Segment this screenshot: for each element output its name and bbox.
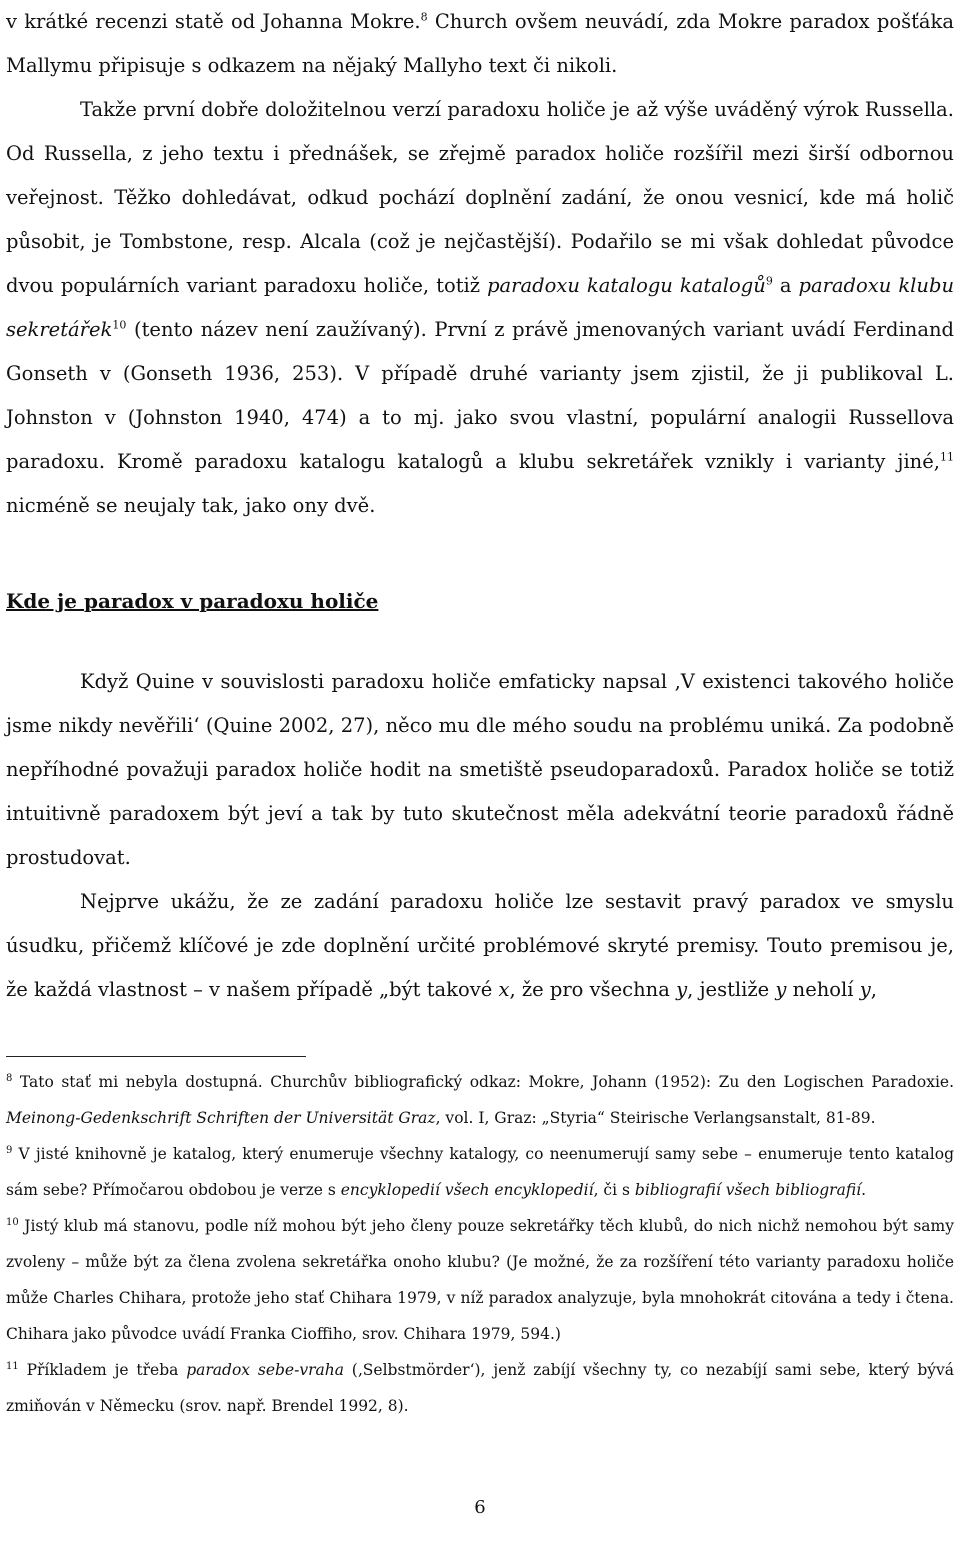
variable: y: [859, 978, 871, 1001]
text: (tento název není zaužívaný). První z právě jmenovaných variant uvádí Ferdinand Gonseth v (Gonseth 1936, 253). V případě druhé varianty jsem zjistil, že ji publikoval L. Johnston v (Johnston 1940, 474) a to mj. jako svou vlastní, populární analogii Russellova paradoxu. Kromě paradoxu katalogu katalogů a klubu sekretářek vznikly i varianty jiné,: [6, 318, 954, 473]
text: nicméně se neujaly tak, jako ony dvě.: [6, 494, 376, 517]
text: a: [772, 274, 799, 297]
italic-term: paradoxu klubu sekretářek: [6, 274, 955, 341]
footnote-ref-9[interactable]: 9: [765, 274, 773, 288]
italic-term: encyklopedií všech encyklopedií: [340, 1181, 594, 1199]
section-body: [6, 660, 954, 1012]
text: Takže první dobře doložitelnou verzí paradoxu holiče je až výše uváděný výrok Russella. Od Russella, z jeho textu i přednášek, se zřejmě paradox holiče rozšířil mezi širší odbornou veřejnost. Těžko dohledávat, odkud pochází doplnění zadání, že onou vesnicí, kde má holič působit, je Tombstone, resp. Alcala (což je nejčastější). Podařilo se mi však dohledat původce dvou populárních variant paradoxu holiče, totiž: [6, 98, 954, 297]
text: , vol. I, Graz: „Styria“ Steirische Verlangsanstalt, 81-89.: [435, 1109, 876, 1127]
footnote-number: 8: [6, 1072, 13, 1084]
text: neholí: [786, 978, 860, 1001]
footnote-ref-8[interactable]: 8: [420, 10, 428, 24]
text: Church ovšem neuvádí, zda Mokre paradox pošťáka Mallymu připisuje s odkazem na nějaký Mallyho text či nikoli.: [6, 10, 954, 77]
variable: y: [676, 978, 688, 1001]
footnote-11: [6, 1352, 954, 1424]
text: .: [861, 1181, 867, 1199]
italic-term: paradox sebe-vraha: [186, 1361, 344, 1379]
footnote-number: 10: [6, 1216, 19, 1228]
paragraph-4: [6, 880, 954, 1012]
text: ,: [870, 978, 877, 1001]
footnote-number: 9: [6, 1144, 13, 1156]
variable: y: [775, 978, 787, 1001]
page-content: [6, 0, 954, 1012]
paragraph-1: [6, 0, 954, 88]
paragraph-3: Když Quine v souvislosti paradoxu holiče emfaticky napsal ‚V existenci takového holiče jsme nikdy nevěřili‘ (Quine 2002, 27), něco mu dle mého soudu na problému uniká. Za podobně nepříhodné považuji paradox holiče hodit na smetiště pseudoparadoxů. Paradox holiče se totiž intuitivně paradoxem být jeví a tak by tuto skutečnost měla adekvátní teorie paradoxů řádně prostudovat.: [6, 670, 954, 869]
text: Tato stať mi nebyla dostupná. Churchův bibliografický odkaz: Mokre, Johann (1952): Zu den Logischen Paradoxie.: [12, 1073, 954, 1091]
page-number: 6: [474, 1497, 486, 1518]
footnote-ref-10[interactable]: 10: [112, 318, 127, 332]
footnote-10: [6, 1208, 954, 1352]
footnotes: [6, 1064, 954, 1424]
text: (‚Selbstmörder‘), jenž zabíjí všechny ty, co nezabíjí sami sebe, který bývá zmiňován v Německu (srov. např. Brendel 1992, 8).: [6, 1361, 955, 1415]
footnote-9: [6, 1136, 954, 1208]
footnote-number: 11: [6, 1360, 19, 1372]
text: V jisté knihovně je katalog, který enumeruje všechny katalogy, co neenumerují samy sebe – enumeruje tento katalog sám sebe? Přímočarou obdobou je verze s: [6, 1145, 954, 1199]
text: Jistý klub má stanovu, podle níž mohou být jeho členy pouze sekretářky těch klubů, do nich nichž nemohou být samy zvoleny – může být za člena zvolena sekretářka onoho klubu? (Je možné, že za rozšíření této varianty paradoxu holiče může Charles Chihara, protože jeho stať Chihara 1979, v níž paradox analyzuje, byla mnohokrát citována a tedy i čtena. Chihara jako původce uvádí Franka Cioffiho, srov. Chihara 1979, 594.): [6, 1217, 954, 1343]
italic-term: paradoxu katalogu katalogů: [487, 274, 766, 297]
variable: x: [498, 978, 510, 1001]
footnote-separator: [6, 1056, 306, 1057]
text: , že pro všechna: [509, 978, 677, 1001]
text: v krátké recenzi statě od Johanna Mokre.: [6, 10, 421, 33]
text: Příkladem je třeba: [18, 1361, 187, 1379]
section-heading: Kde je paradox v paradoxu holiče: [6, 589, 379, 613]
paragraph-2: [6, 88, 954, 528]
italic-title: Meinong-Gedenkschrift Schriften der Universität Graz: [6, 1109, 436, 1127]
text: , jestliže: [687, 978, 776, 1001]
footnote-8: [6, 1064, 954, 1136]
text: , či s: [593, 1181, 635, 1199]
italic-term: bibliografií všech bibliografií: [634, 1181, 862, 1199]
text: Nejprve ukážu, že ze zadání paradoxu holiče lze sestavit pravý paradox ve smyslu úsudku, přičemž klíčové je zde doplnění určité problémové skryté premisy. Touto premisou je, že každá vlastnost – v našem případě „být takové: [6, 890, 954, 1001]
footnote-ref-11[interactable]: 11: [940, 450, 954, 464]
